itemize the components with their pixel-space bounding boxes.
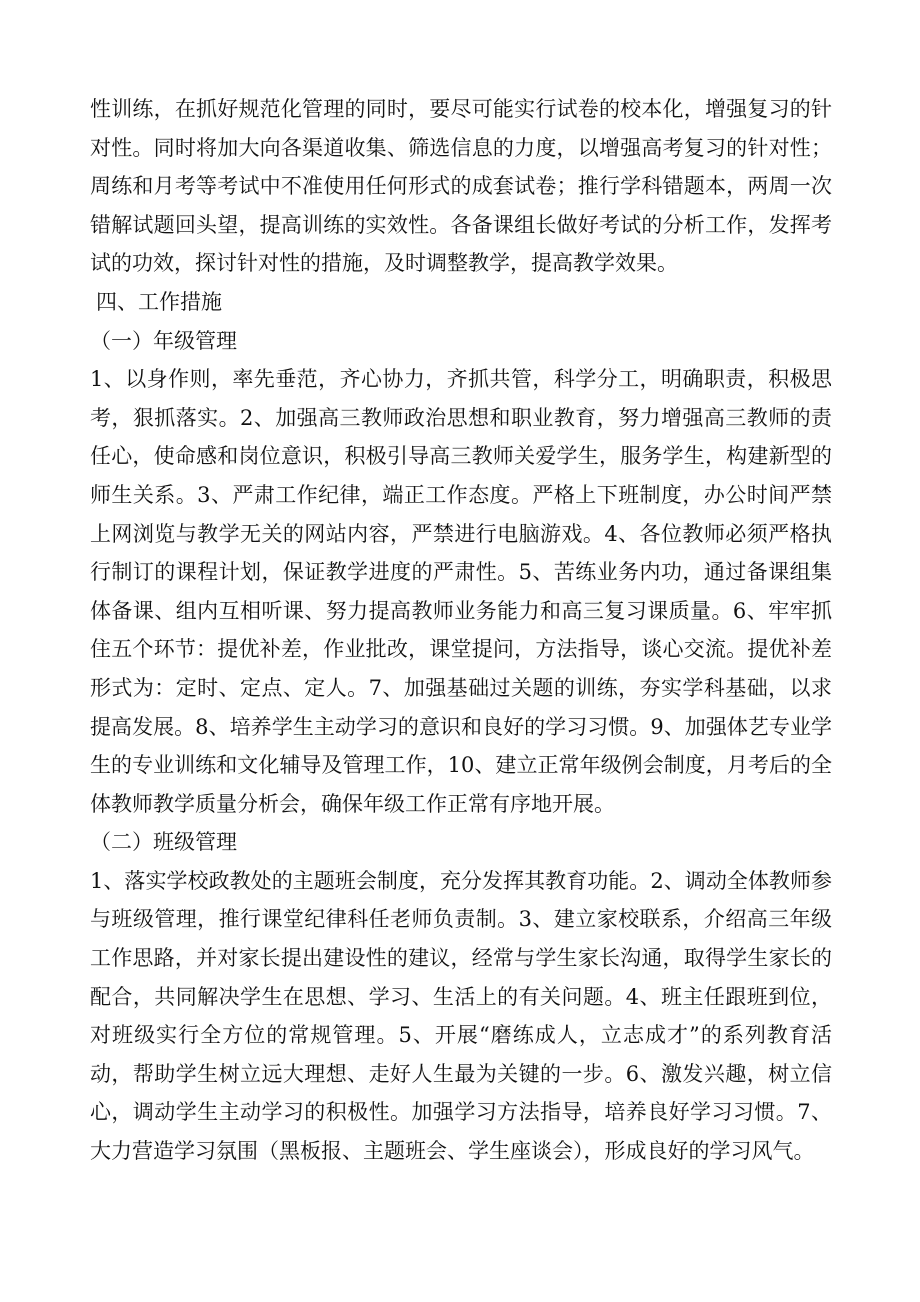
paragraph-class-management: 1、落实学校政教处的主题班会制度，充分发挥其教育功能。2、调动全体教师参与班级管理，推行课堂纪律科任老师负责制。3、建立家校联系，介绍高三年级工作思路，并对家长提出建设性的建议，经常与学生家长沟通，取得学生家长的配合，共同解决学生在思想、学习、生活上的有关问题。4、班主任跟班到位，对班级实行全方位的常规管理。5、开展“磨练成人，立志成才”的系列教育活动，帮助学生树立远大理想、走好人生最为关键的一步。6、激发兴趣，树立信心，调动学生主动学习的积极性。加强学习方法指导，培养良好学习习惯。7、大力营造学习氛围（黑板报、主题班会、学生座谈会），形成良好的学习风气。: [90, 868, 832, 1164]
paragraph-grade-management: 1、以身作则，率先垂范，齐心协力，齐抓共管，科学分工，明确职责，积极思考，狠抓落实。2、加强高三教师政治思想和职业教育，努力增强高三教师的责任心，使命感和岗位意识，积极引导高三教师关爱学生，服务学生，构建新型的师生关系。3、严肃工作纪律，端正工作态度。严格上下班制度，办公时间严禁上网浏览与教学无关的网站内容，严禁进行电脑游戏。4、各位教师必须严格执行制订的课程计划，保证教学进度的严肃性。5、苦练业务内功，通过备课组集体备课、组内互相听课、努力提高教师业务能力和高三复习课质量。6、牢牢抓住五个环节：提优补差，作业批改，课堂提问，方法指导，谈心交流。提优补差形式为：定时、定点、定人。7、加强基础过关题的训练，夯实学科基础，以求提高发展。8、培养学生主动学习的意识和良好的学习习惯。9、加强体艺专业学生的专业训练和文化辅导及管理工作，10、建立正常年级例会制度，月考后的全体教师教学质量分析会，确保年级工作正常有序地开展。: [90, 367, 832, 816]
document-body: [90, 90, 832, 1171]
subsection-heading-class-management: （二）班级管理: [90, 830, 237, 855]
subsection-heading-grade-management: （一）年级管理: [90, 328, 237, 353]
section-heading-work-measures: 四、工作措施: [96, 289, 222, 314]
paragraph-review-training: 性训练，在抓好规范化管理的同时，要尽可能实行试卷的校本化，增强复习的针对性。同时将加大向各渠道收集、筛选信息的力度，以增强高考复习的针对性；周练和月考等考试中不准使用任何形式的成套试卷；推行学科错题本，两周一次错解试题回头望，提高训练的实效性。各备课组长做好考试的分析工作，发挥考试的功效，探讨针对性的措施，及时调整教学，提高教学效果。: [90, 97, 832, 276]
